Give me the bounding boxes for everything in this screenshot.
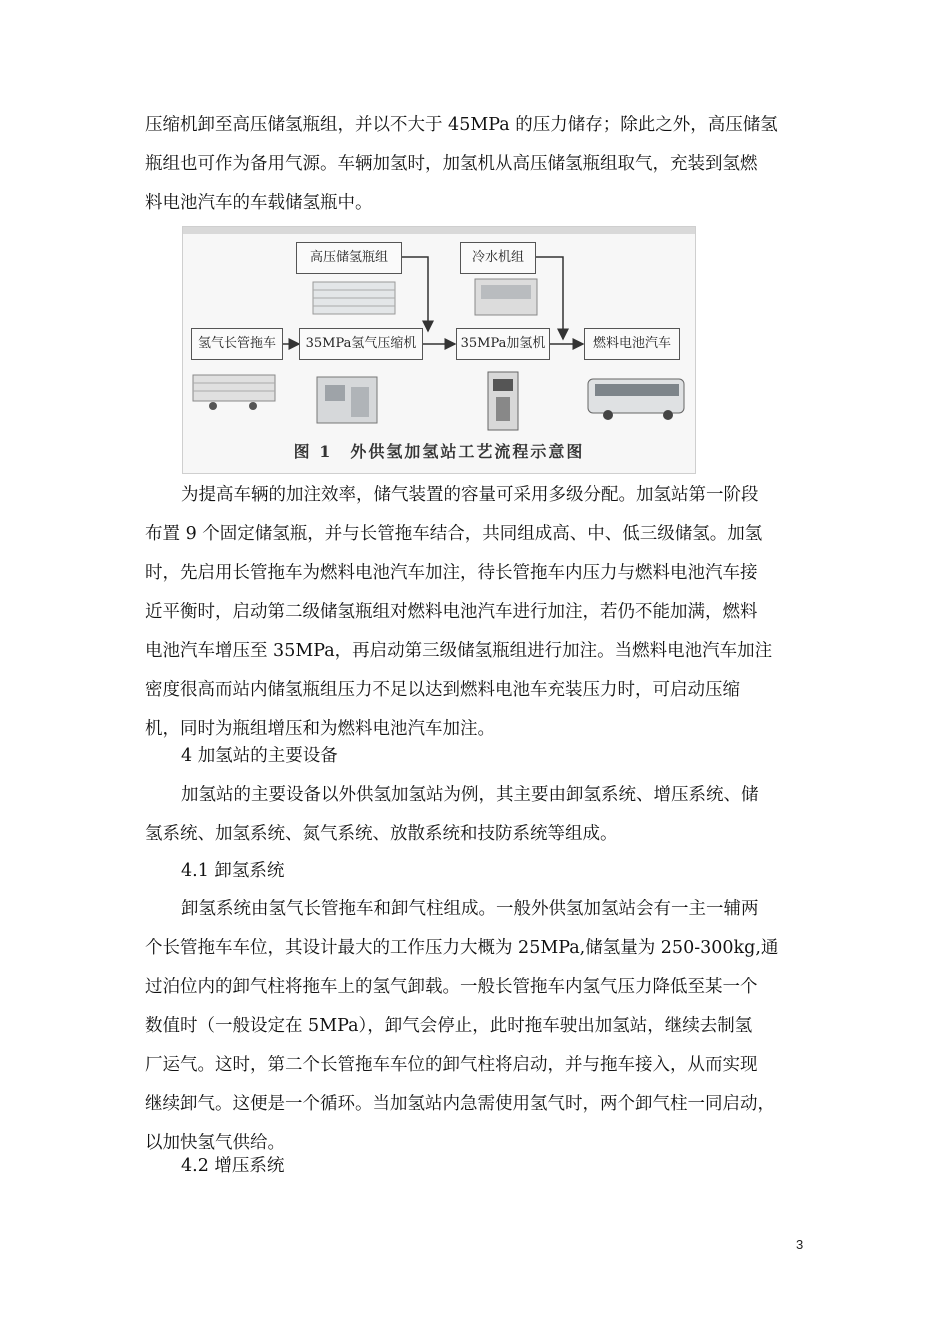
text-line: 个长管拖车车位，其设计最大的工作压力大概为 25MPa,储氢量为 250-300kg,通 xyxy=(145,938,779,958)
paragraph-main-equipment xyxy=(145,776,810,854)
text-line: 为提高车辆的加注效率，储气装置的容量可采用多级分配。加氢站第一阶段 xyxy=(181,485,759,505)
text-line: 料电池汽车的车载储氢瓶中。 xyxy=(145,193,373,213)
figure-caption: 图 1 外供氢加氢站工艺流程示意图 xyxy=(293,442,585,461)
compressor-illustration xyxy=(317,377,377,423)
text-line: 卸氢系统由氢气长管拖车和卸气柱组成。一般外供氢加氢站会有一主一辅两 xyxy=(181,899,759,919)
text-line: 以加快氢气供给。 xyxy=(145,1133,285,1153)
text-line: 机，同时为瓶组增压和为燃料电池汽车加注。 xyxy=(145,719,495,739)
text-line: 氢系统、加氢系统、氮气系统、放散系统和技防系统等组成。 xyxy=(145,824,618,844)
paragraph-multi-level-storage xyxy=(145,476,810,749)
bus-illustration xyxy=(588,379,684,420)
box-compressor: 35MPa氢气压缩机 xyxy=(299,328,423,360)
text-line: 数值时（一般设定在 5MPa），卸气会停止，此时拖车驶出加氢站，继续去制氢 xyxy=(145,1016,753,1036)
box-tube-trailer: 氢气长管拖车 xyxy=(191,328,283,360)
chiller-illustration xyxy=(475,279,537,315)
box-chiller-unit: 冷水机组 xyxy=(460,242,536,274)
text-line: 厂运气。这时，第二个长管拖车车位的卸气柱将启动，并与拖车接入，从而实现 xyxy=(145,1055,758,1075)
text-line: 电池汽车增压至 35MPa，再启动第三级储氢瓶组进行加注。当燃料电池汽车加注 xyxy=(145,641,773,661)
section-heading-4-1: 4.1 卸氢系统 xyxy=(181,861,285,881)
text-line: 过泊位内的卸气柱将拖车上的氢气卸载。一般长管拖车内氢气压力降低至某一个 xyxy=(145,977,758,997)
paragraph-storage-intro xyxy=(145,106,810,223)
text-line: 瓶组也可作为备用气源。车辆加氢时，加氢机从高压储氢瓶组取气，充装到氢燃 xyxy=(145,154,758,174)
box-dispenser: 35MPa加氢机 xyxy=(456,328,550,360)
text-line: 压缩机卸至高压储氢瓶组，并以不大于 45MPa 的压力储存；除此之外，高压储氢 xyxy=(145,115,778,135)
text-line: 继续卸气。这便是一个循环。当加氢站内急需使用氢气时，两个卸气柱一同启动， xyxy=(145,1094,775,1114)
text-line: 布置 9 个固定储氢瓶，并与长管拖车结合，共同组成高、中、低三级储氢。加氢 xyxy=(145,524,763,544)
process-flow-figure xyxy=(182,226,696,474)
storage-bank-illustration xyxy=(313,282,395,314)
text-line: 加氢站的主要设备以外供氢加氢站为例，其主要由卸氢系统、增压系统、储 xyxy=(181,785,759,805)
page-number: 3 xyxy=(796,1237,804,1252)
section-heading-4: 4 加氢站的主要设备 xyxy=(181,746,338,766)
paragraph-unloading-system xyxy=(145,890,810,1163)
text-line: 密度很高而站内储氢瓶组压力不足以达到燃料电池车充装压力时，可启动压缩 xyxy=(145,680,740,700)
text-line: 近平衡时，启动第二级储氢瓶组对燃料电池汽车进行加注，若仍不能加满，燃料 xyxy=(145,602,758,622)
section-heading-4-2: 4.2 增压系统 xyxy=(181,1156,285,1176)
box-high-pressure-storage: 高压储氢瓶组 xyxy=(296,242,402,274)
box-fuel-cell-vehicle: 燃料电池汽车 xyxy=(584,328,680,360)
tube-trailer-illustration xyxy=(193,375,275,410)
dispenser-illustration xyxy=(488,372,518,430)
text-line: 时，先启用长管拖车为燃料电池汽车加注，待长管拖车内压力与燃料电池汽车接 xyxy=(145,563,758,583)
